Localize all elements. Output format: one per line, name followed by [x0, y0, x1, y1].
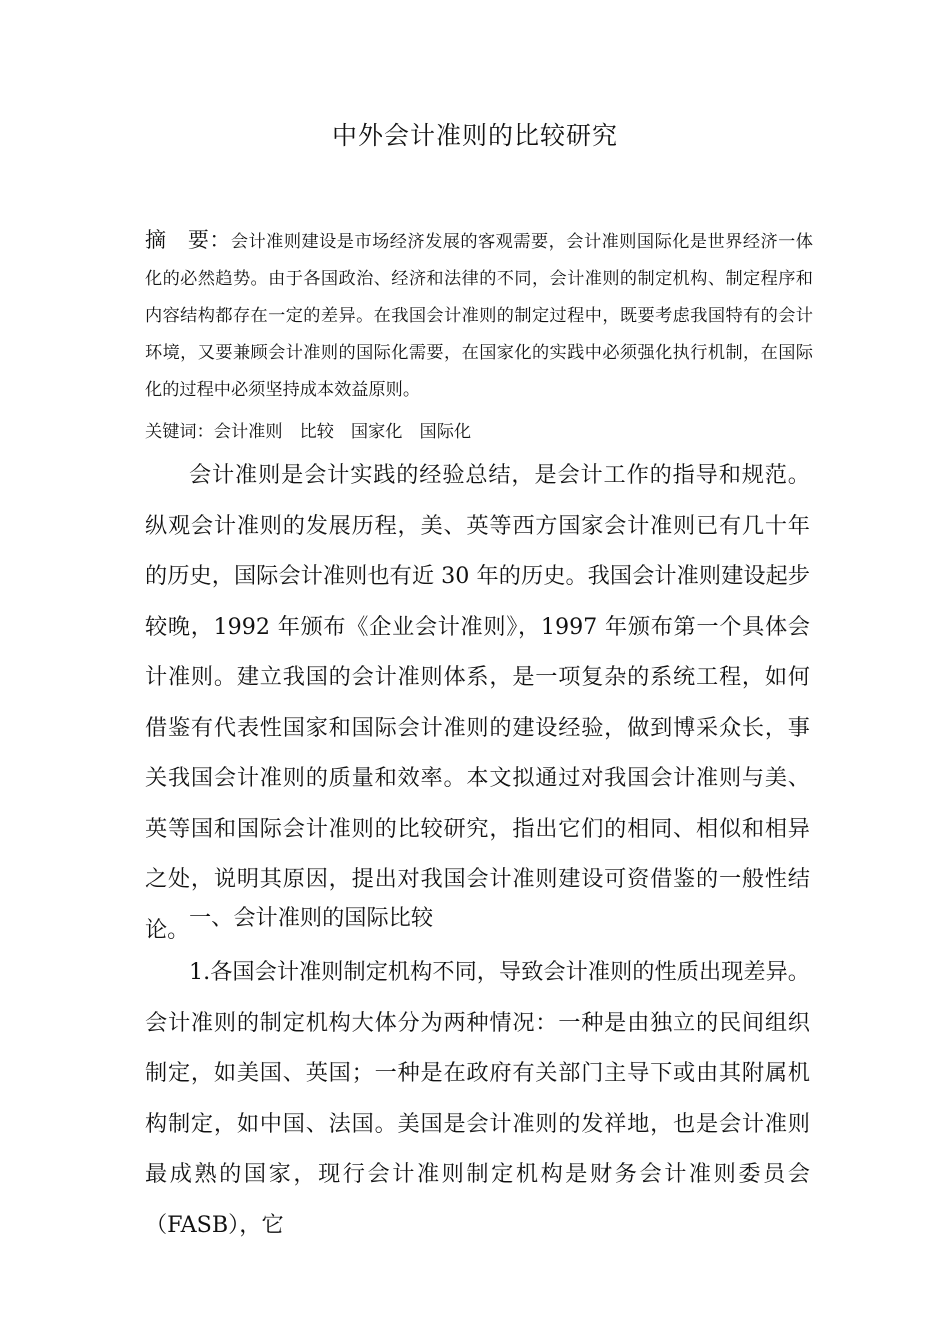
keyword-item: 国际化	[419, 422, 472, 442]
body-paragraph: 1.各国会计准则制定机构不同，导致会计准则的性质出现差异。会计准则的制定机构大体分为两种情况：一种是由独立的民间组织制定，如美国、英国；一种是在政府有关部门主导下或由其附属机构制定，如中国、法国。美国是会计准则的发祥地，也是会计准则最成熟的国家，现行会计准则制定机构是财务会计准则委员会（FASB），它	[145, 959, 810, 1238]
abstract-text: 会计准则建设是市场经济发展的客观需要，会计准则国际化是世界经济一体化的必然趋势。由于各国政治、经济和法律的不同，会计准则的制定机构、制定程序和内容结构都存在一定的差异。在我国会计准则的制定过程中，既要考虑我国特有的会计环境，又要兼顾会计准则的国际化需要，在国家化的实践中必须强化执行机制，在国际化的过程中必须坚持成本效益原则。	[145, 232, 813, 400]
keyword-item: 国家化	[350, 422, 403, 442]
section-heading: 一、会计准则的国际比较	[189, 905, 434, 931]
abstract	[145, 222, 813, 409]
keywords	[145, 417, 813, 447]
keywords-label: 关键词：	[145, 422, 214, 442]
abstract-label: 摘 要：	[145, 228, 231, 252]
intro-paragraph: 会计准则是会计实践的经验总结，是会计工作的指导和规范。纵观会计准则的发展历程，美、英等西方国家会计准则已有几十年的历史，国际会计准则也有近 30 年的历史。我国会计准则建设起步较晚，1992 年颁布《企业会计准则》，1997 年颁布第一个具体会计准则。建立我国的会计准则体系，是一项复杂的系统工程，如何借鉴有代表性国家和国际会计准则的建设经验，做到博采众长，事关我国会计准则的质量和效率。本文拟通过对我国会计准则与美、英等国和国际会计准则的比较研究，指出它们的相同、相似和相异之处，说明其原因，提出对我国会计准则建设可资借鉴的一般性结论。	[145, 462, 810, 943]
keyword-item: 比较	[299, 422, 334, 442]
keyword-item: 会计准则	[213, 422, 283, 442]
document-title: 中外会计准则的比较研究	[331, 121, 618, 150]
